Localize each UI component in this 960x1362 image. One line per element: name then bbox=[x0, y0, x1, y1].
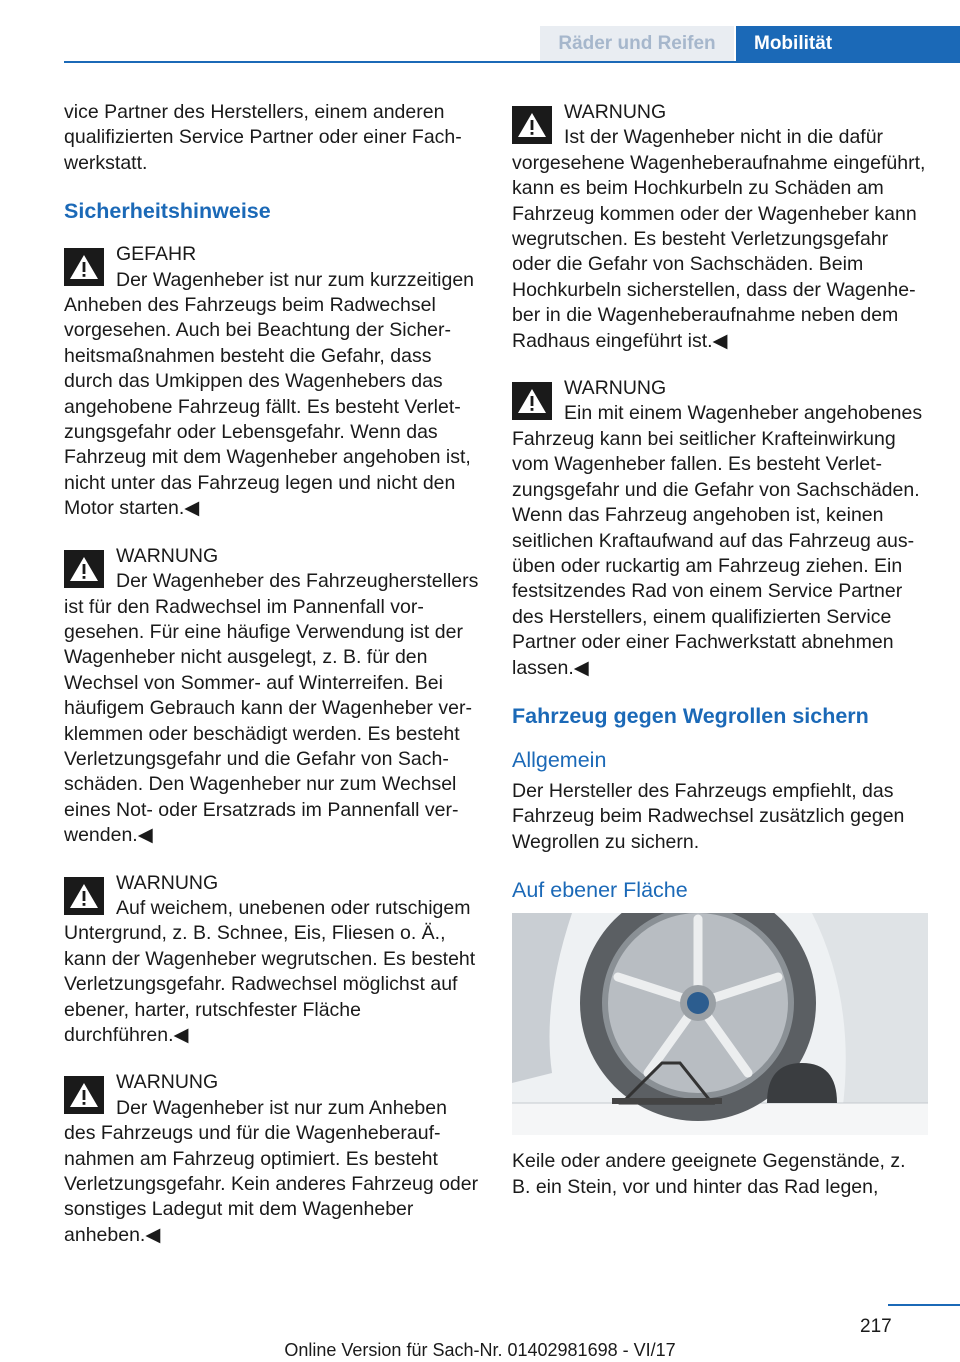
warning-triangle-icon bbox=[64, 248, 104, 286]
subheading-ebene-flaeche: Auf ebener Fläche bbox=[512, 878, 688, 903]
warning-triangle-icon bbox=[512, 106, 552, 144]
online-version-note: Online Version für Sach-Nr. 01402981698 - VI/17 bbox=[284, 1340, 676, 1360]
notice-text: Der Wagenheber des Fahrzeugherstellers ist für den Radwechsel im Pannenfall vorgesehen. Für eine häufige Verwendung ist der Wagenheber nicht ausgelegt, z. B. für den Wechsel von Sommer- auf Winterreifen. Bei häufigem Gebrauch kann der Wagenheber verklemmen oder beschädigt werden. Es besteht Verletzungsgefahr und die Gefahr von Sachschäden. Den Wagenheber nur zum Wechsel eines Not- oder Ersatzrads im Pannenfall verwenden.◀ bbox=[64, 570, 479, 847]
page-number: 217 bbox=[860, 1316, 892, 1337]
warning-triangle-icon bbox=[512, 382, 552, 420]
wheel-chock-illustration bbox=[512, 913, 928, 1135]
figure-caption: Keile oder andere geeignete Gegenstände, z. B. ein Stein, vor und hinter das Rad legen, bbox=[512, 1150, 906, 1198]
notice-text: Ist der Wagenheber nicht in die dafür vorgesehene Wagenheberaufnahme eingeführt, kann es beim Hochkurbeln zu Schäden am Fahrzeug kommen oder der Wagenheber kann wegrutschen. Es besteht Verletzungsgefahr oder die Gefahr von Sachschäden. Beim Hochkurbeln sicherstellen, dass der Wagenheber in die Wagenheberaufnahme neben dem Radhaus eingeführt ist.◀ bbox=[512, 126, 926, 352]
section-heading-wegrollen: Fahrzeug gegen Wegrollen sichern bbox=[512, 703, 869, 728]
footer-rule bbox=[888, 1304, 960, 1306]
header-rule bbox=[64, 61, 960, 63]
notice-title: GEFAHR bbox=[116, 243, 197, 266]
notice-text: Auf weichem, unebenen oder rutschigem Untergrund, z. B. Schnee, Eis, Fliesen o. Ä., kann der Wagenheber wegrutschen. Es besteht Verletzungsgefahr. Radwechsel möglichst auf ebener, harter, rutschfester Fläche durchführen.◀ bbox=[64, 896, 476, 1046]
page-header bbox=[0, 0, 960, 62]
warning-notice bbox=[64, 544, 480, 849]
warning-triangle-icon bbox=[64, 550, 104, 588]
notice-text: Der Wagenheber ist nur zum Anheben des Fahrzeugs und für die Wagenheberaufnahmen am Fahrzeug optimiert. Es besteht Verletzungsgefahr. Kein anderes Fahrzeug oder sonstiges Ladegut mit dem Wagenheber anheben.◀ bbox=[64, 1096, 479, 1246]
warning-notice bbox=[512, 376, 928, 681]
notice-title: WARNUNG bbox=[116, 544, 219, 567]
chapter-tab[interactable]: Mobilität bbox=[736, 26, 960, 62]
warning-triangle-icon bbox=[64, 877, 104, 915]
left-column bbox=[64, 100, 480, 1270]
notice-title: WARNUNG bbox=[116, 1071, 219, 1094]
section-tab[interactable]: Räder und Reifen bbox=[540, 26, 734, 62]
warning-notice bbox=[64, 1070, 480, 1248]
intro-paragraph: vice Partner des Herstellers, einem anderen qualifizierten Service Partner oder einer Fachwerkstatt. bbox=[64, 101, 462, 174]
notice-text: Ein mit einem Wagenheber angehobenes Fahrzeug kann bei seitlicher Krafteinwirkung vom Wagenheber fallen. Es besteht Verletzungsgefahr und die Gefahr von Sachschäden. Wenn das Fahrzeug angehoben ist, keinen seitlichen Kraftaufwand auf das Fahrzeug ausüben oder ruckartig am Fahrzeug ziehen. Ein festsitzendes Rad von einem Service Partner des Herstellers, einem qualifizierten Service Partner oder einer Fachwerkstatt abnehmen lassen.◀ bbox=[512, 402, 923, 679]
subheading-allgemein: Allgemein bbox=[512, 747, 607, 772]
notice-title: WARNUNG bbox=[564, 101, 667, 123]
section-heading-safety: Sicherheitshinweise bbox=[64, 199, 271, 224]
warning-notice bbox=[512, 100, 928, 354]
notice-title: WARNUNG bbox=[564, 377, 667, 400]
notice-title: WARNUNG bbox=[116, 871, 219, 894]
allgemein-paragraph: Der Hersteller des Fahrzeugs empfiehlt, das Fahrzeug beim Radwechsel zusätzlich gegen Wegrollen zu sichern. bbox=[512, 779, 905, 853]
warning-notice bbox=[64, 871, 480, 1049]
right-column bbox=[512, 100, 928, 1200]
notice-text: Der Wagenheber ist nur zum kurzzeitigen Anheben des Fahrzeugs beim Radwechsel vorgesehen. Auch bei Beachtung der Sicherheitsmaßnahmen besteht die Gefahr, dass durch das Umkippen des Wagenhebers das angehobene Fahrzeug fällt. Es besteht Verletzungsgefahr oder Lebensgefahr. Wenn das Fahrzeug mit dem Wagenheber angehoben ist, nicht unter das Fahrzeug legen und nicht den Motor starten.◀ bbox=[64, 268, 475, 520]
warning-triangle-icon bbox=[64, 1076, 104, 1114]
danger-notice bbox=[64, 242, 480, 521]
